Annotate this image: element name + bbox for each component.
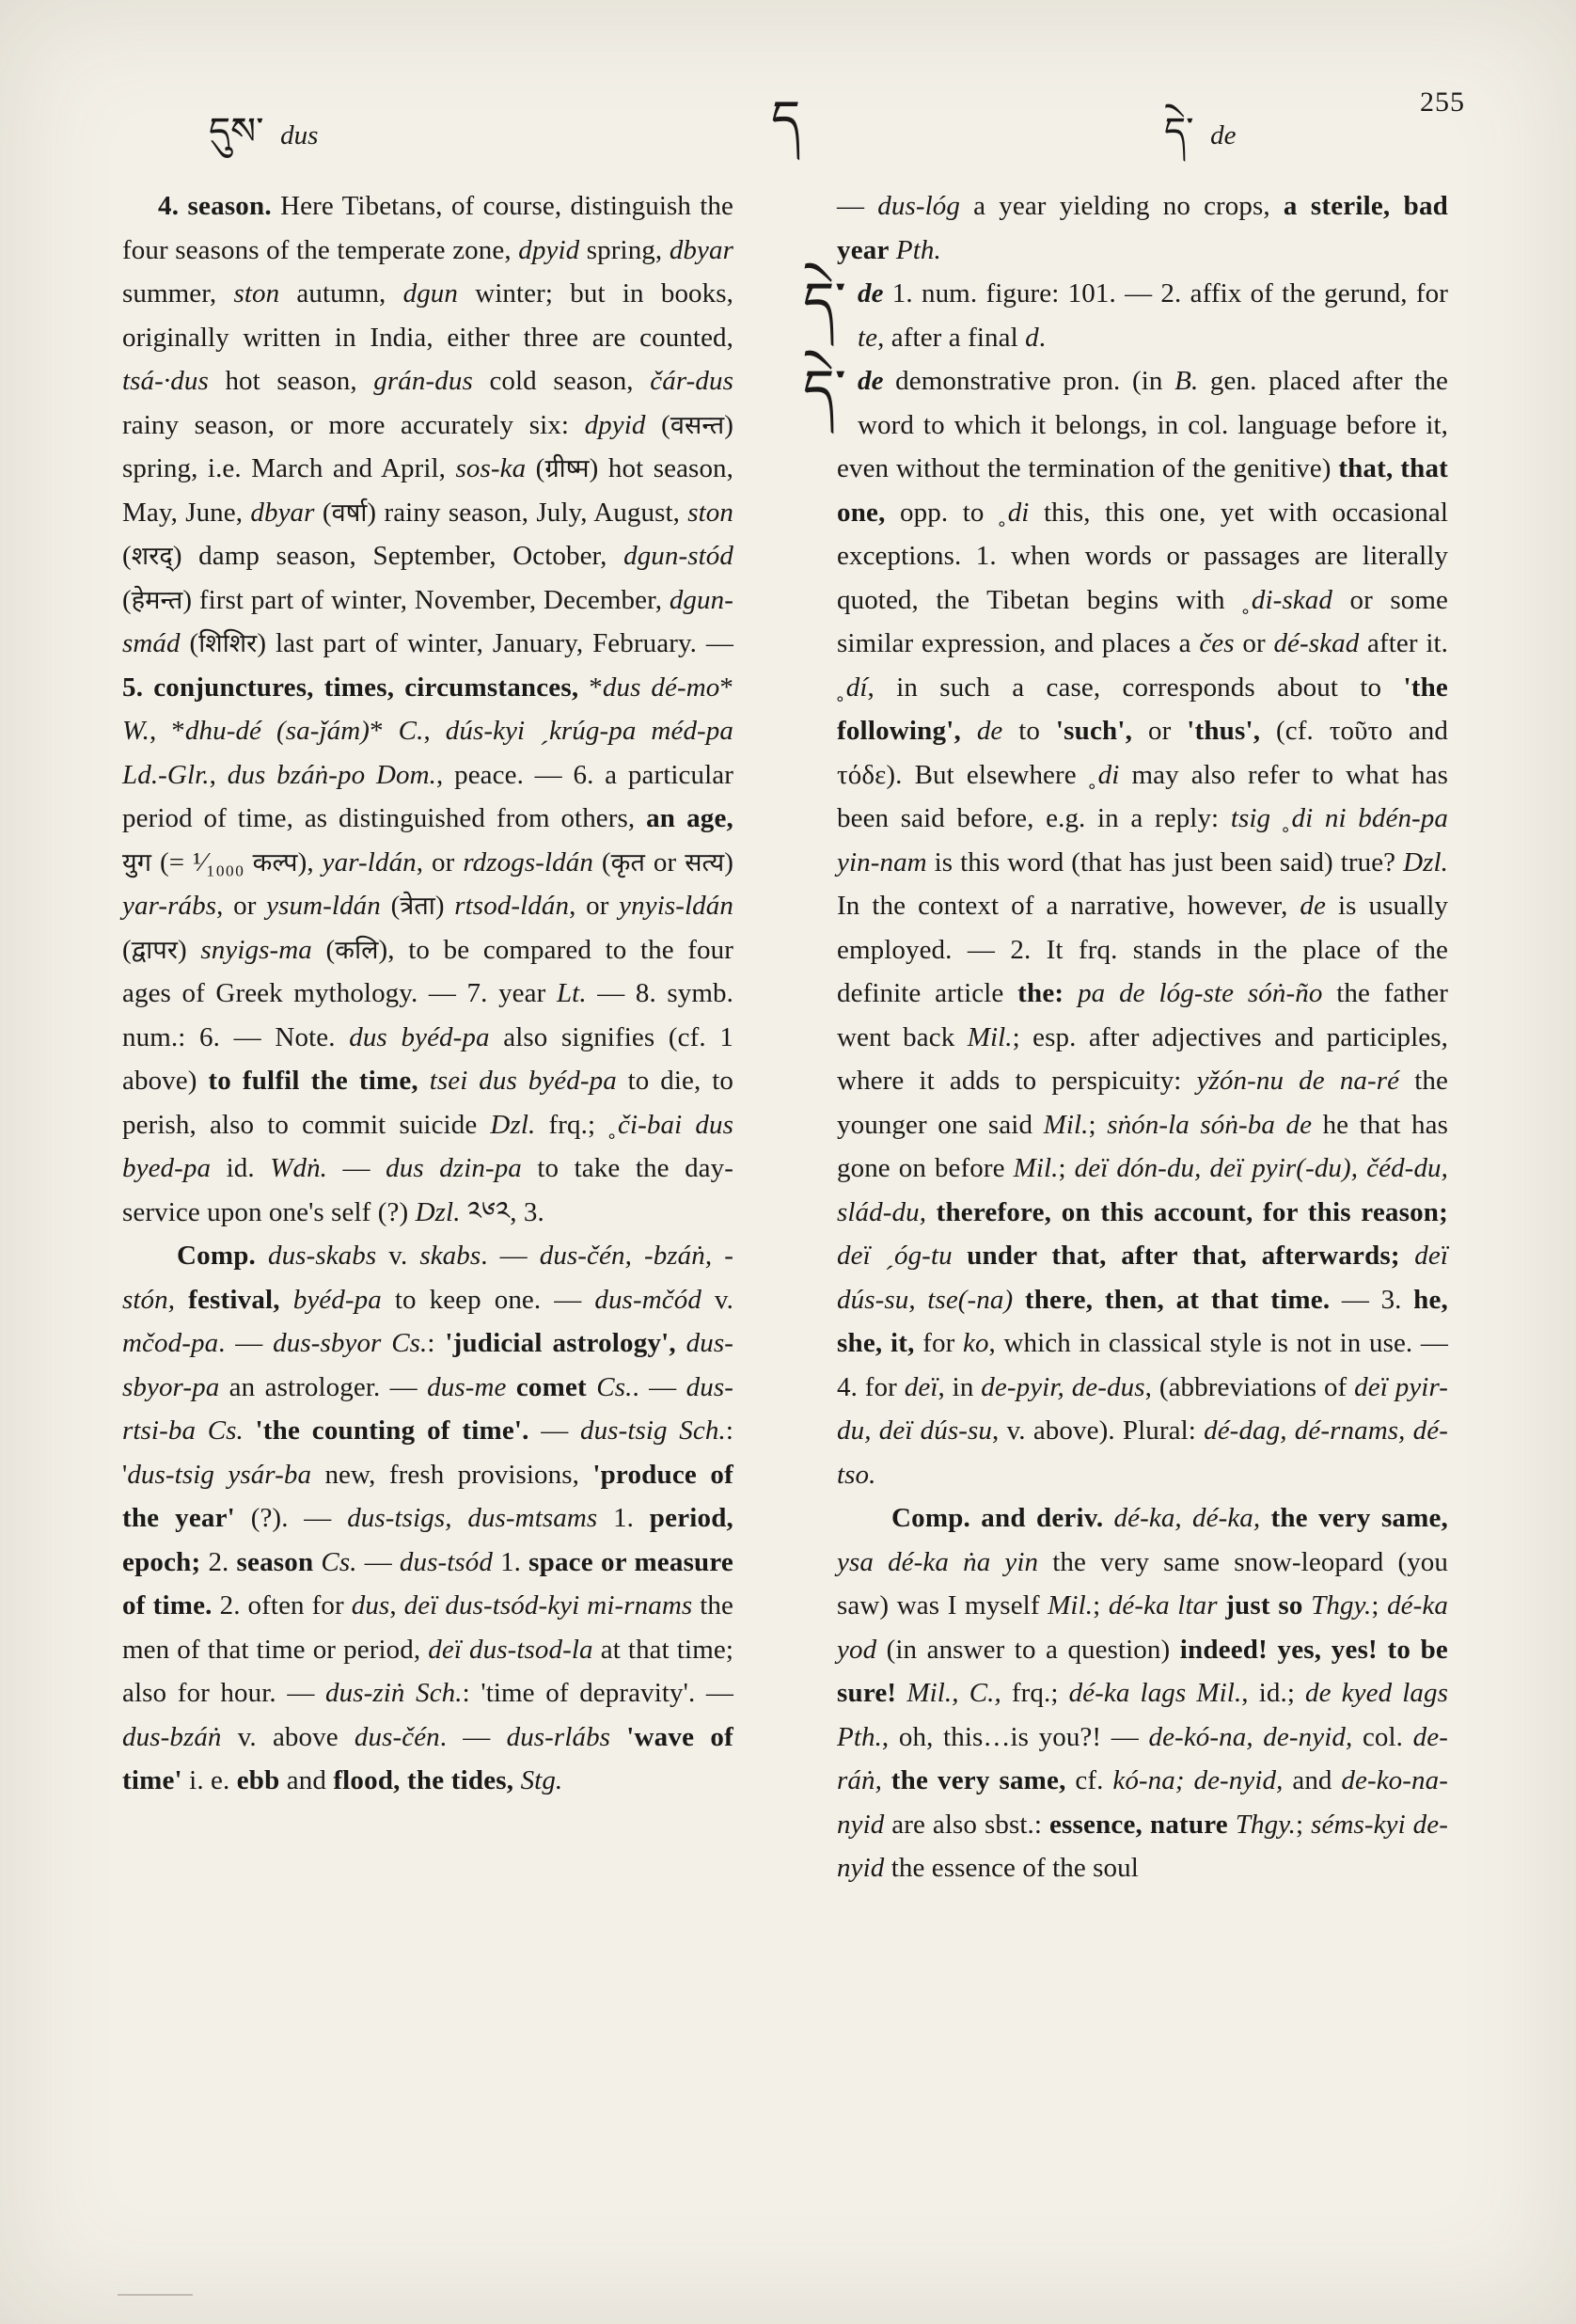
entry-dus-continuation-paragraph: — dus-lóg a year yielding no crops, a sterile, bad year Pth. — [837, 191, 1448, 265]
section-letter-glyph-icon: ད — [771, 91, 801, 148]
left-column — [122, 184, 733, 1890]
running-head-left-translit: dus — [280, 120, 319, 150]
entry-de-pronoun-text: de demonstrative pron. (in B. gen. placed after the word to which it belongs, in col. language before it, even without the termination of the genitive) that, that one, opp. to ˳di this, this one, yet with occasional exceptions. 1. when words or passages are literally quoted, the Tibetan begins with ˳di-skad or some similar expression, and places a čes or dé-skad after it. ˳dí, in such a case, corresponds about to 'the following', de to 'such', or 'thus', (cf. τοῦτο and τόδε). But elsewhere ˳di may also refer to what has been said before, e.g. in a reply: tsig ˳di ni bdén-pa yin-nam is this word (that has just been said) true? Dzl. In the context of a narrative, however, de is usually employed. — 2. It frq. stands in the place of the definite article the: pa de lóg-ste sóṅ-ño the father went back Mil.; esp. after adjectives and participles, where it adds to perspicuity: yžón-nu de na-ré the younger one said Mil.; sṅón-la sóṅ-ba de he that has gone on before Mil.; deï dón-du, deï pyir(-du), čéd-du, slád-du, therefore, on this account, for this reason; deï ˏóg-tu under that, after that, afterwards; deï dús-su, tse(-na) there, then, at that time. — 3. he, she, it, for ko, which in classical style is not in use. — 4. for deï, in de-pyir, de-dus, (abbreviations of deï pyir-du, deï dús-su, v. above). Plural: dé-dag, dé-rnams, dé-tso. — [837, 366, 1449, 1490]
running-head-right-translit: de — [1210, 120, 1237, 150]
entry-de-numeral-text: de 1. num. figure: 101. — 2. affix of the gerund, for te, after a final d. — [857, 278, 1448, 353]
entry-de-compounds-paragraph: Comp. and deriv. dé-ka, dé-ka, the very same, ysa dé-ka ṅa yin the very same snow-leopard (you saw) was I myself Mil.; dé-ka ltar just so Thgy.; dé-ka yod (in answer to a question) indeed! yes, yes! to be sure! Mil., C., frq.; dé-ka lags Mil., id.; de kyed lags Pth., oh, this…is you?! — de-kó-na, de-nyid, col. de-ráṅ, the very same, cf. kó-na; de-nyid, and de-ko-na-nyid are also sbst.: essence, nature Thgy.; séms-kyi de-nyid the essence of the soul — [837, 1503, 1449, 1883]
tibetan-word-dus-icon: དུས་ — [209, 110, 264, 152]
entry-dus-compounds-paragraph: Comp. dus-skabs v. skabs. — dus-čén, -bzáṅ, -stón, festival, byéd-pa to keep one. — dus-mčód v. mčod-pa. — dus-sbyor Cs.: 'judicial astrology', dus-sbyor-pa an astrologer. — dus-me comet Cs.. — dus-rtsi-ba Cs. 'the counting of time'. — dus-tsig Sch.: 'dus-tsig ysár-ba new, fresh provisions, 'produce of the year' (?). — dus-tsigs, dus-mtsams 1. period, epoch; 2. season Cs. — dus-tsód 1. space or measure of time. 2. often for dus, deï dus-tsód-kyi mi-rnams the men of that time or period, deï dus-tsod-la at that time; also for hour. — dus-ziṅ Sch.: 'time of depravity'. — dus-bzáṅ v. above dus-čén. — dus-rlábs 'wave of time' i. e. ebb and flood, the tides, Stg. — [122, 1241, 734, 1795]
text-columns — [122, 184, 1448, 1890]
scan-artifact-line — [118, 2294, 193, 2296]
page-number: 255 — [1420, 87, 1465, 118]
running-head-right — [1164, 110, 1237, 152]
tibetan-headword-de-icon: དེ་ — [803, 272, 846, 333]
entry-de-pronoun-paragraph — [803, 359, 1449, 1496]
running-head-left — [209, 110, 319, 152]
tibetan-headword-de-icon: དེ་ — [803, 359, 846, 420]
right-column — [803, 184, 1449, 1890]
tibetan-word-de-icon: དེ་ — [1164, 110, 1194, 152]
entry-dus-senses-paragraph: 4. season. Here Tibetans, of course, distinguish the four seasons of the temperate zone, dpyid spring, dbyar summer, ston autumn, dgun winter; but in books, originally written in India, either three are counted, tsá-·dus hot season, grán-dus cold season, čár-dus rainy season, or more accurately six: dpyid (वसन्त) spring, i.e. March and April, sos-ka (ग्रीष्म) hot season, May, June, dbyar (वर्षा) rainy season, July, August, ston (शरद्) damp season, September, October, dgun-stód (हेमन्त) first part of winter, November, December, dgun-smád (शिशिर) last part of winter, January, February. — 5. conjunctures, times, circumstances, *dus dé-mo* W., *dhu-dé (sa-ǰám)* C., dús-kyi ˏkrúg-pa méd-pa Ld.-Glr., dus bzáṅ-po Dom., peace. — 6. a particular period of time, as distinguished from others, an age, युग (= ¹⁄₁₀₀₀ कल्प), yar-ldán, or rdzogs-ldán (कृत or सत्य) yar-rábs, or ysum-ldán (त्रेता) rtsod-ldán, or ynyis-ldán (द्वापर) snyigs-ma (कलि), to be compared to the four ages of Greek mythology. — 7. year Lt. — 8. symb. num.: 6. — Note. dus byéd-pa also signifies (cf. 1 above) to fulfil the time, tsei dus byéd-pa to die, to perish, also to commit suicide Dzl. frq.; ˳či-bai dus byed-pa id. Wdṅ. — dus dzin-pa to take the day-service upon one's self (?) Dzl. ༢༦༢, 3. — [122, 191, 734, 1227]
entry-de-numeral-paragraph — [803, 272, 1448, 359]
